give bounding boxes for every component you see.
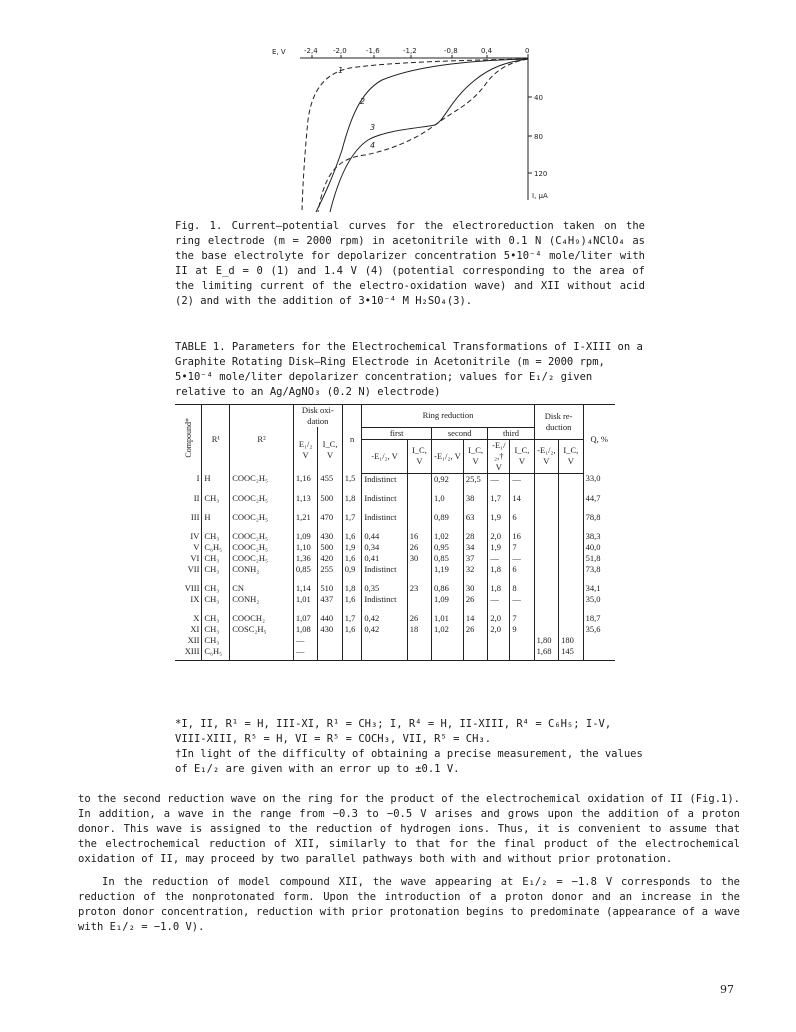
table-cell-f-e: Indistinct	[362, 504, 407, 523]
table-cell-ic: 255	[318, 564, 342, 575]
curve-label: 1	[338, 66, 344, 75]
figure-plot	[270, 40, 570, 215]
parameters-table-wrap	[175, 404, 615, 661]
header-disk-e: -E₁/₂, V	[534, 439, 558, 473]
table-cell-s-e: 0,85	[432, 553, 464, 564]
table-cell-ic: 500	[318, 485, 342, 504]
table-cell-t-i: —	[510, 594, 534, 605]
table-cell-s-e: 0,89	[432, 504, 464, 523]
header-compound: Compound*	[175, 405, 202, 474]
table-cell-t-e: 1,9	[488, 542, 510, 553]
table-cell-t-e: 1,8	[488, 564, 510, 575]
table-cell-t-i: 6	[510, 504, 534, 523]
table-cell-f-e: 0,42	[362, 624, 407, 635]
table-cell-f-i: 26	[407, 605, 431, 624]
header-disk-reduction: Disk re-duction	[534, 405, 583, 440]
table-row	[175, 485, 615, 504]
table-cell-r2	[230, 646, 294, 661]
table-cell-q: 40,0	[583, 542, 615, 553]
table-cell-r1: C₆H₅	[202, 646, 230, 661]
table-cell-r2: CN	[230, 575, 294, 594]
table-cell-t-e	[488, 635, 510, 646]
table-cell-n	[342, 635, 362, 646]
table-cell-e: 1,07	[293, 605, 317, 624]
table-cell-f-i	[407, 646, 431, 661]
header-q: Q, %	[583, 405, 615, 474]
table-cell-f-i	[407, 485, 431, 504]
table-cell-compound: II	[193, 492, 200, 503]
table-cell-s-e: 0,95	[432, 542, 464, 553]
table-cell-r1: H	[202, 504, 230, 523]
table-cell-t-e: 2,0	[488, 523, 510, 542]
table-cell-e: 1,16	[293, 473, 317, 485]
body-text	[78, 792, 740, 943]
table-row	[175, 575, 615, 594]
table-cell-s-i: 25,5	[463, 473, 487, 485]
table-cell-e: 1,08	[293, 624, 317, 635]
table-cell-d-i: 180	[559, 635, 583, 646]
table-cell-s-i: 32	[463, 564, 487, 575]
table-cell-compound: X	[193, 612, 200, 623]
table-cell-s-e	[432, 646, 464, 661]
caption-text: Fig. 1. Current—potential curves for the electroreduction taken on the ring electrode (m = 2000 rpm) in acetonitrile with 0.1 N (C₄H₉)₄NClO₄ as the base electrolyte for depolarizer concentration 5•10⁻⁴ mole/liter with II at E_d = 0 (1) and 1.4 V (4) (potential corresponding to the area of the limiting current of the electro-oxidation wave) and XII without acid (2) and with the addition of 3•10⁻⁴ M H₂SO₄(3).	[175, 220, 645, 307]
table-cell-n: 1,9	[342, 542, 362, 553]
parameters-table	[175, 404, 615, 661]
table-title: TABLE 1. Parameters for the Electrochemical Transformations of I-XIII on a Graphite Rotating Disk—Ring Electrode in Acetonitrile (m = 2000 rpm, 5•10⁻⁴ mole/liter depolarizer concentration; values for E₁/₂ given relative to an Ag/AgNO₃ (0.2 N) electrode)	[175, 341, 643, 398]
table-cell-r1: H	[202, 473, 230, 485]
header-n: n	[342, 405, 362, 474]
table-cell-e: 1,14	[293, 575, 317, 594]
y-tick-label: 40	[534, 94, 543, 102]
table-cell-d-e	[534, 624, 558, 635]
table-cell-t-i	[510, 635, 534, 646]
table-cell-f-e: Indistinct	[362, 485, 407, 504]
table-cell-s-i: 34	[463, 542, 487, 553]
table-cell-q: 73,8	[583, 564, 615, 575]
x-tick-label: 0,4	[481, 47, 493, 55]
table-cell-r1: CH₃	[202, 624, 230, 635]
table-cell-e: 1,10	[293, 542, 317, 553]
table-row	[175, 553, 615, 564]
table-cell-s-i: 26	[463, 594, 487, 605]
table-cell-t-i: 8	[510, 575, 534, 594]
table-cell-s-i	[463, 635, 487, 646]
x-tick-label: -2,0	[333, 47, 347, 55]
table-cell-d-e	[534, 504, 558, 523]
table-cell-s-i	[463, 646, 487, 661]
table-cell-n: 1,6	[342, 624, 362, 635]
table-cell-n: 1,6	[342, 523, 362, 542]
table-cell-n	[342, 646, 362, 661]
table-cell-t-e: —	[488, 473, 510, 485]
table-row	[175, 646, 615, 661]
table-cell-compound: V	[193, 541, 200, 552]
table-cell-s-i: 63	[463, 504, 487, 523]
table-footnote: *I, II, R¹ = H, III-XI, R¹ = CH₃; I, R⁴ = H, II-XIII, R⁴ = C₆H₅; I-V, VIII-XIII, R⁵ = H, VI = R⁵ = COCH₃, VII, R⁵ = CH₃. †In light of the difficulty of obtaining a precise measurement, the values of E₁/₂ are given with an error up to ±0.1 V.	[175, 718, 643, 775]
table-cell-compound: VIII	[184, 582, 200, 593]
table-cell-n: 1,7	[342, 504, 362, 523]
table-cell-s-e: 0,92	[432, 473, 464, 485]
table-cell-t-e: 1,8	[488, 575, 510, 594]
x-tick-label: -1,6	[366, 47, 380, 55]
table-cell-d-i	[559, 504, 583, 523]
table-cell-compound: XI	[190, 623, 200, 634]
table-cell-q: 78,8	[583, 504, 615, 523]
table-cell-f-i	[407, 635, 431, 646]
table-cell-q: 35,0	[583, 594, 615, 605]
table-body	[175, 473, 615, 660]
curve-3	[330, 59, 528, 212]
curve-label: 3	[370, 123, 376, 132]
header-second: second	[432, 427, 488, 439]
table-cell-f-e: Indistinct	[362, 564, 407, 575]
table-cell-d-e	[534, 594, 558, 605]
header-first-e: -E₁/₂, V	[362, 439, 407, 473]
table-cell-d-e	[534, 542, 558, 553]
table-cell-f-i	[407, 594, 431, 605]
table-cell-f-i: 26	[407, 542, 431, 553]
paragraph: to the second reduction wave on the ring for the product of the electrochemical oxidation of II (Fig.1). In addition, a wave in the range from −0.3 to −0.5 V arises and grows upon the addition of a proton donor. This wave is assigned to the reduction of hydrogen ions. Thus, it is convenient to assume that the electrochemical reduction of XII, similarly to that for the final product of the electrochemical oxidation of II, may proceed by two parallel pathways both with and without prior protonation.	[78, 793, 740, 865]
table-cell-f-i: 30	[407, 553, 431, 564]
table-cell-n: 0,9	[342, 564, 362, 575]
table-cell-r2: COOC₂H₅	[230, 523, 294, 542]
table-cell-e: 1,36	[293, 553, 317, 564]
header-r1: R¹	[202, 405, 230, 474]
table-cell-r1: CH₃	[202, 605, 230, 624]
table-cell-r1: CH₃	[202, 635, 230, 646]
table-cell-t-e	[488, 646, 510, 661]
curve-2	[316, 59, 528, 212]
table-cell-ic: 500	[318, 542, 342, 553]
table-cell-compound: VII	[187, 563, 200, 574]
table-cell-e: —	[293, 635, 317, 646]
table-cell-s-e: 1,09	[432, 594, 464, 605]
table-cell-e: 1,13	[293, 485, 317, 504]
header-third-i: I_C, V	[510, 439, 534, 473]
table-row	[175, 564, 615, 575]
table-cell-r2: CONH₂	[230, 564, 294, 575]
table-row	[175, 523, 615, 542]
table-cell-ic: 470	[318, 504, 342, 523]
current-potential-figure	[270, 40, 570, 215]
table-cell-d-e	[534, 564, 558, 575]
table-cell-compound: I	[196, 473, 200, 484]
table-cell-q	[583, 635, 615, 646]
table-cell-f-e: 0,44	[362, 523, 407, 542]
table-cell-t-e: 2,0	[488, 624, 510, 635]
table-cell-e: 1,09	[293, 523, 317, 542]
table-cell-d-e	[534, 485, 558, 504]
table-cell-f-e: 0,35	[362, 575, 407, 594]
table-cell-d-e	[534, 523, 558, 542]
table-cell-f-e	[362, 646, 407, 661]
table-cell-n: 1,8	[342, 575, 362, 594]
table-cell-q: 38,3	[583, 523, 615, 542]
table-cell-r2: COOCH₂	[230, 605, 294, 624]
table-cell-n: 1,8	[342, 485, 362, 504]
table-cell-r1: CH₃	[202, 553, 230, 564]
table-cell-t-i: —	[510, 553, 534, 564]
table-cell-d-i	[559, 605, 583, 624]
table-cell-s-e: 0,86	[432, 575, 464, 594]
header-first: first	[362, 427, 432, 439]
table-cell-f-i	[407, 473, 431, 485]
table-row	[175, 605, 615, 624]
table-cell-t-e: —	[488, 553, 510, 564]
table-cell-t-i: —	[510, 473, 534, 485]
figure-caption	[175, 219, 645, 309]
table-cell-s-e: 1,19	[432, 564, 464, 575]
curve-label: 4	[370, 141, 376, 150]
table-cell-t-i: 7	[510, 542, 534, 553]
table-cell-t-i: 9	[510, 624, 534, 635]
table-cell-ic: 430	[318, 624, 342, 635]
table-cell-r2: COOC₂H₅	[230, 553, 294, 564]
table-cell-r2: COOC₂H₅	[230, 485, 294, 504]
x-axis-label: E, V	[272, 48, 286, 56]
table-cell-r2: COSC₂H₅	[230, 624, 294, 635]
table-cell-t-e: 2,0	[488, 605, 510, 624]
table-cell-t-i: 6	[510, 564, 534, 575]
header-ic: I_C, V	[318, 427, 342, 473]
table-cell-s-i: 14	[463, 605, 487, 624]
table-cell-r2	[230, 635, 294, 646]
header-disk-oxidation: Disk oxi-dation	[293, 405, 342, 428]
table-cell-q: 35,6	[583, 624, 615, 635]
table-cell-r1: CH₃	[202, 575, 230, 594]
table-cell-f-e	[362, 635, 407, 646]
table-cell-d-i	[559, 564, 583, 575]
table-cell-f-i	[407, 504, 431, 523]
table-cell-ic: 437	[318, 594, 342, 605]
table-cell-t-e: 1,9	[488, 504, 510, 523]
table-cell-ic: 420	[318, 553, 342, 564]
header-third-e: -E₁/₂,† V	[488, 439, 510, 473]
table-cell-f-i: 16	[407, 523, 431, 542]
x-tick-label: 0	[525, 47, 530, 55]
table-cell-ic: 440	[318, 605, 342, 624]
x-tick-label: -1,2	[403, 47, 417, 55]
table-cell-r1: CH₃	[202, 594, 230, 605]
table-cell-r2: COOC₂H₅	[230, 542, 294, 553]
table-cell-r2: COOC₂H₅	[230, 473, 294, 485]
y-tick-label: 80	[534, 133, 543, 141]
header-second-i: I_C, V	[463, 439, 487, 473]
table-cell-ic	[318, 646, 342, 661]
table-row	[175, 635, 615, 646]
table-cell-r1: CH₃	[202, 485, 230, 504]
y-axis-label: I, μA	[532, 192, 548, 200]
page-number: 97	[720, 983, 734, 996]
table-cell-compound: XIII	[175, 646, 202, 661]
table-row	[175, 473, 615, 485]
table-cell-compound: IX	[190, 593, 200, 604]
table-cell-e: 1,21	[293, 504, 317, 523]
table-cell-d-e: 1,80	[534, 635, 558, 646]
table-cell-f-i: 23	[407, 575, 431, 594]
table-cell-s-e: 1,02	[432, 523, 464, 542]
table-cell-q: 51,8	[583, 553, 615, 564]
table-cell-d-e	[534, 473, 558, 485]
table-cell-s-i: 26	[463, 624, 487, 635]
curve-4	[318, 59, 528, 212]
table-cell-t-e: —	[488, 594, 510, 605]
table-cell-d-i	[559, 485, 583, 504]
table-cell-s-e: 1,0	[432, 485, 464, 504]
table-cell-r1: CH₃	[202, 523, 230, 542]
table-cell-compound: XII	[187, 634, 200, 645]
table-cell-s-i: 38	[463, 485, 487, 504]
header-first-i: I_C, V	[407, 439, 431, 473]
table-cell-q	[583, 646, 615, 661]
table-cell-q: 44,7	[583, 485, 615, 504]
table-cell-compound: IV	[190, 530, 200, 541]
table-cell-f-i	[407, 564, 431, 575]
curve-1	[302, 59, 528, 210]
header-ring-reduction: Ring reduction	[362, 405, 534, 428]
table-cell-d-i	[559, 553, 583, 564]
table-cell-t-i: 14	[510, 485, 534, 504]
table-cell-q: 34,1	[583, 575, 615, 594]
table-cell-d-e	[534, 605, 558, 624]
header-disk-i: I_C, V	[559, 439, 583, 473]
header-e-half: E₁/₂ V	[293, 427, 317, 473]
table-cell-d-i	[559, 575, 583, 594]
table-cell-s-e: 1,02	[432, 624, 464, 635]
table-row	[175, 542, 615, 553]
x-tick-label: -2,4	[304, 47, 318, 55]
table-cell-f-e: 0,41	[362, 553, 407, 564]
y-ticks	[528, 97, 532, 173]
table-cell-e: 1,01	[293, 594, 317, 605]
table-cell-s-i: 37	[463, 553, 487, 564]
table-cell-d-e	[534, 575, 558, 594]
y-tick-label: 120	[534, 170, 548, 178]
curve-label: 2	[360, 97, 366, 106]
table-cell-ic	[318, 635, 342, 646]
table-cell-r1: CH₃	[202, 564, 230, 575]
table-cell-d-i: 145	[559, 646, 583, 661]
table-cell-s-i: 28	[463, 523, 487, 542]
table-cell-f-e: 0,42	[362, 605, 407, 624]
table-cell-t-i: 7	[510, 605, 534, 624]
table-cell-ic: 510	[318, 575, 342, 594]
table-cell-t-i	[510, 646, 534, 661]
table-cell-t-e: 1,7	[488, 485, 510, 504]
table-cell-ic: 430	[318, 523, 342, 542]
table-cell-e: 0,85	[293, 564, 317, 575]
table-cell-d-i	[559, 473, 583, 485]
table-cell-compound: III	[190, 511, 200, 522]
table-cell-ic: 455	[318, 473, 342, 485]
table-cell-s-i: 30	[463, 575, 487, 594]
table-row	[175, 594, 615, 605]
header-third: third	[488, 427, 534, 439]
header-r2: R²	[230, 405, 294, 474]
table-cell-d-i	[559, 594, 583, 605]
table-cell-n: 1,6	[342, 553, 362, 564]
table-cell-n: 1,7	[342, 605, 362, 624]
table-cell-d-i	[559, 542, 583, 553]
table-cell-compound: VI	[190, 552, 200, 563]
x-tick-label: -0,8	[444, 47, 458, 55]
table-cell-d-i	[559, 523, 583, 542]
table-cell-d-e: 1,68	[534, 646, 558, 661]
table-cell-f-e: Indistinct	[362, 594, 407, 605]
table-row	[175, 624, 615, 635]
table-cell-f-i: 18	[407, 624, 431, 635]
table-cell-s-e: 1,01	[432, 605, 464, 624]
table-cell-q: 18,7	[583, 605, 615, 624]
table-cell-d-i	[559, 624, 583, 635]
table-cell-d-e	[534, 553, 558, 564]
table-row	[175, 504, 615, 523]
table-cell-s-e	[432, 635, 464, 646]
table-cell-r2: CONH₂	[230, 594, 294, 605]
table-cell-r1: C₆H₅	[202, 542, 230, 553]
table-cell-f-e: Indistinct	[362, 473, 407, 485]
table-cell-n: 1,6	[342, 594, 362, 605]
table-cell-q: 33,0	[583, 473, 615, 485]
paragraph: In the reduction of model compound XII, the wave appearing at E₁/₂ = −1.8 V corresponds to the reduction of the nonprotonated form. Upon the introduction of a proton donor and an increase in the proton donor concentration, reduction with prior protonation begins to predominate (appearance of a wave with E₁/₂ = −1.0 V).	[78, 876, 740, 933]
table-cell-n: 1,5	[342, 473, 362, 485]
table-cell-t-i: 16	[510, 523, 534, 542]
header-second-e: -E₁/₂, V	[432, 439, 464, 473]
table-cell-e: —	[293, 646, 317, 661]
table-cell-r2: COOC₂H₅	[230, 504, 294, 523]
table-cell-f-e: 0,34	[362, 542, 407, 553]
